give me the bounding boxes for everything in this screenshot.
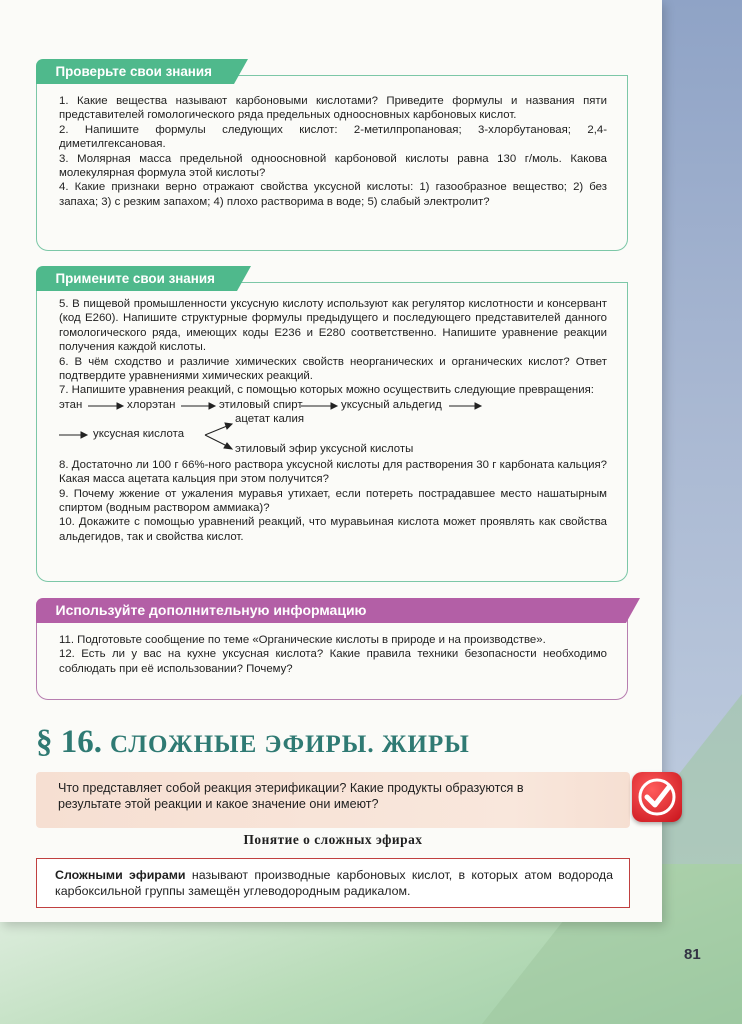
definition-text: называют производные карбоновых кислот, в которых атом водорода карбоксильной группы замещён углеводородным радикалом. bbox=[55, 868, 614, 898]
section-number: § 16. bbox=[36, 724, 102, 760]
question-3: 3. Молярная масса предельной одноосновной карбоновой кислоты равна 130 г/моль. Какова молекулярная формула этой кислоты? bbox=[59, 152, 607, 180]
question-1: 1. Какие вещества называют карбоновыми кислотами? Приведите формулы и названия пяти представителей гомологического ряда предельных одноосновных карбоновых кислот. bbox=[59, 95, 607, 122]
section-title bbox=[36, 724, 470, 761]
scheme-ethyl-acetate: этиловый эфир уксусной кислоты bbox=[235, 442, 414, 455]
question-4: 4. Какие признаки верно отражают свойства уксусной кислоты: 1) газообразное вещество; 2) без запаха; 3) с резким запахом; 4) плохо растворима в воде; 5) слабый электролит? bbox=[59, 181, 607, 208]
apply-knowledge-box bbox=[36, 271, 628, 582]
question-9: 9. Почему жжение от ужаления муравья утихает, если потереть пострадавшее место нашатырным спиртом (водным раствором аммиака)? bbox=[59, 487, 607, 515]
scheme-potassium-acetate: ацетат калия bbox=[235, 412, 304, 425]
question-2: 2. Напишите формулы следующих кислот: 2-метилпропановая; 3-хлорбутановая; 2,4-диметилгексановая. bbox=[59, 123, 607, 151]
check-knowledge-header: Проверьте свои знания bbox=[36, 59, 234, 84]
transformation-scheme bbox=[59, 398, 607, 458]
question-7: 7. Напишите уравнения реакций, с помощью которых можно осуществить следующие превращения: bbox=[59, 384, 594, 397]
question-10: 10. Докажите с помощью уравнений реакций, что муравьиная кислота может проявлять как свойства альдегидов, так и свойства кислот. bbox=[59, 516, 607, 543]
apply-knowledge-header: Примените свои знания bbox=[36, 266, 237, 291]
page-number: 81 bbox=[684, 946, 701, 963]
section-title-text: СЛОЖНЫЕ ЭФИРЫ. ЖИРЫ bbox=[110, 731, 470, 758]
extra-info-box bbox=[36, 602, 628, 700]
question-8: 8. Достаточно ли 100 г 66%-ного раствора уксусной кислоты для растворения 30 г карбоната кальция? Какая масса ацетата кальция при этом получится? bbox=[59, 458, 607, 486]
question-5: 5. В пищевой промышленности уксусную кислоту используют как регулятор кислотности и консервант (код Е260). Напишите структурные формулы предыдущего и последующего представителей данного гомологического ряда, имеющих коды Е236 и Е280 соответственно. Напишите уравнение реакции получения каждой кислоты. bbox=[59, 298, 607, 354]
definition-term: Сложными эфирами bbox=[55, 868, 186, 882]
subheading: Понятие о сложных эфирах bbox=[243, 832, 423, 847]
scheme-ethane: этан bbox=[59, 398, 83, 411]
question-6: 6. В чём сходство и различие химических свойств неорганических и органических кислот? Ответ подтвердите уравнениями химических реакций. bbox=[59, 355, 607, 383]
scheme-acetaldehyde: уксусный альдегид bbox=[341, 398, 442, 411]
question-12: 12. Есть ли у вас на кухне уксусная кислота? Какие правила техники безопасности необходимо соблюдать при её использовании? Почему? bbox=[59, 648, 607, 675]
scheme-chloroethane: хлорэтан bbox=[127, 398, 176, 411]
check-knowledge-box bbox=[36, 64, 628, 251]
scheme-ethanol: этиловый спирт bbox=[219, 398, 303, 411]
scheme-acetic-acid: уксусная кислота bbox=[93, 427, 185, 440]
definition-box bbox=[36, 858, 630, 908]
question-11: 11. Подготовьте сообщение по теме «Органические кислоты в природе и на производстве». bbox=[59, 634, 546, 646]
check-mark-icon bbox=[632, 772, 682, 822]
intro-question: Что представляет собой реакция этерификации? Какие продукты образуются в результате этой реакции и какое значение они имеют? bbox=[36, 772, 630, 828]
extra-info-header: Используйте дополнительную информацию bbox=[36, 598, 626, 623]
